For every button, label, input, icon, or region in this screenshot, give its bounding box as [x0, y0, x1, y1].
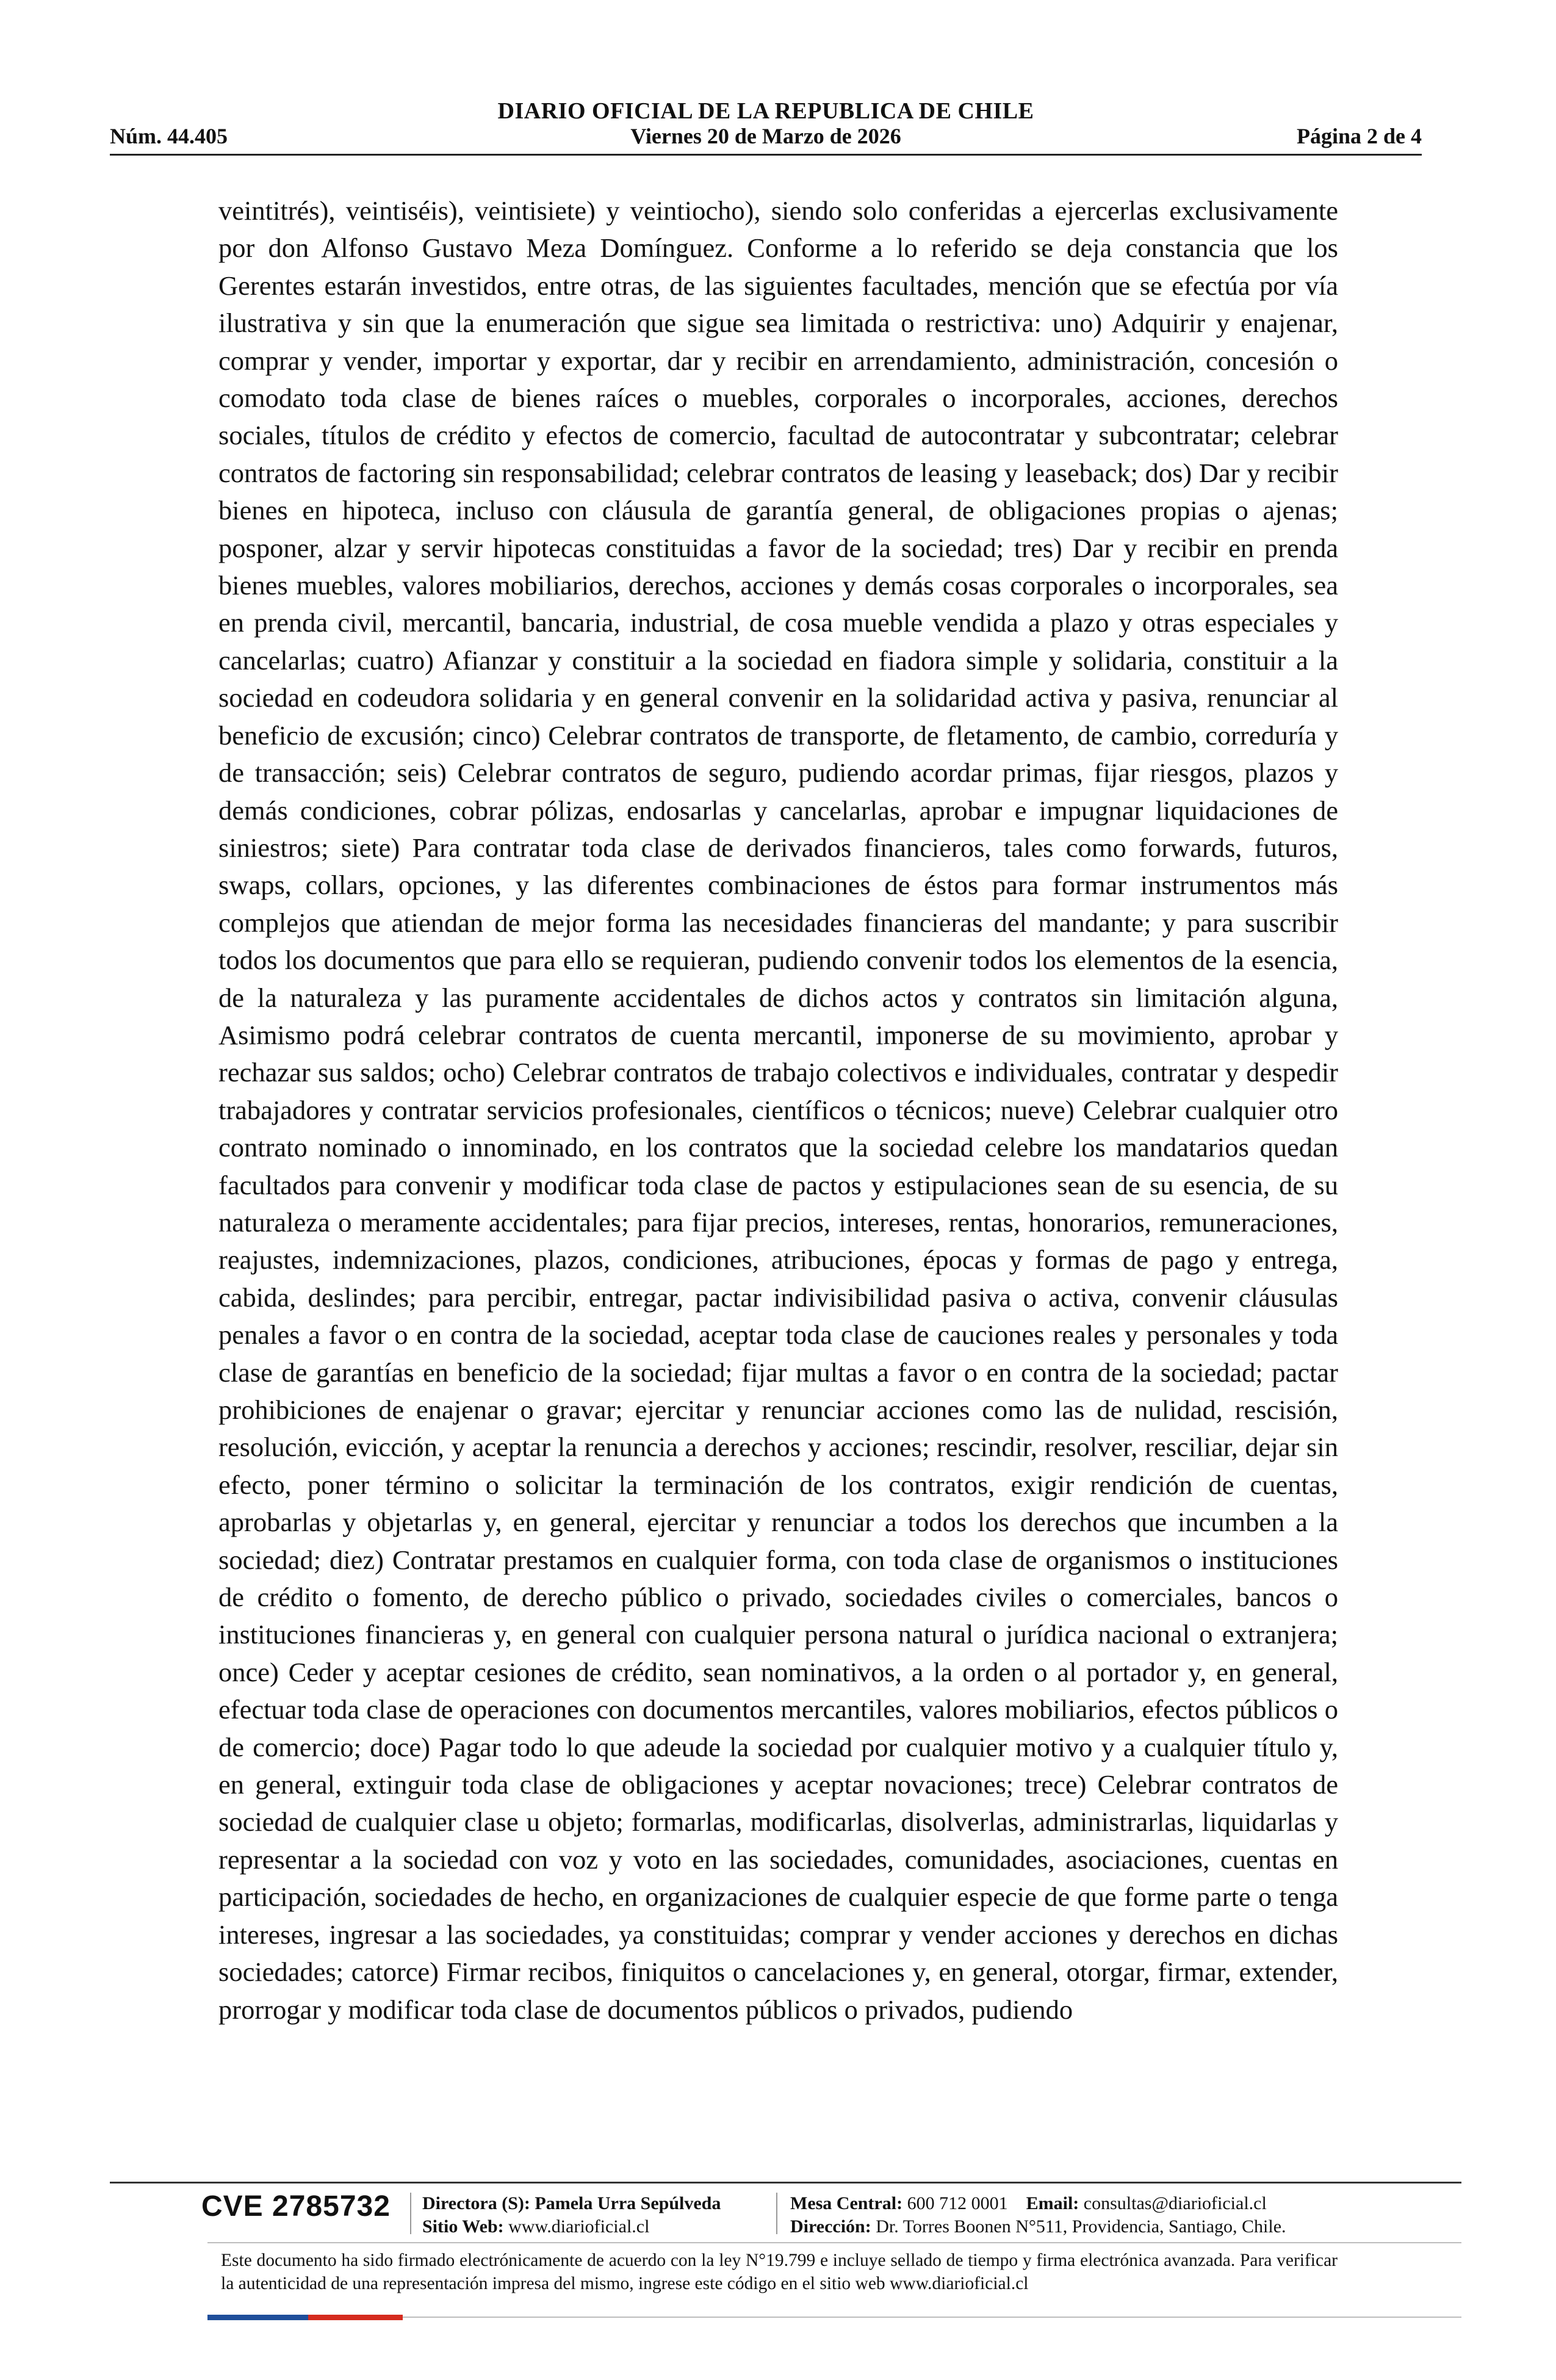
- website-link[interactable]: www.diarioficial.cl: [508, 2216, 650, 2237]
- header-divider: [110, 154, 1422, 156]
- legal-notice: Este documento ha sido firmado electrónicamente de acuerdo con la ley N°19.799 e incluye sellado de tiempo y firma electrónica avanzada. Para verificar la autenticidad de una representación impresa del mismo, ingrese este código en el sitio web www.diarioficial.cl: [221, 2251, 1338, 2293]
- footer-contact-block: [790, 2192, 1286, 2238]
- footer-thin-divider: [207, 2242, 1461, 2243]
- flag-stripe-blue: [207, 2315, 308, 2320]
- email-link[interactable]: consultas@diarioficial.cl: [1083, 2193, 1267, 2213]
- director-name: Pamela Urra Sepúlveda: [535, 2193, 721, 2213]
- flag-stripe-red: [308, 2315, 403, 2320]
- page-header: [110, 92, 1422, 159]
- page-number: Página 2 de 4: [1296, 124, 1422, 148]
- phone-number: 600 712 0001: [907, 2193, 1008, 2213]
- issue-number: Núm. 44.405: [110, 124, 228, 148]
- footer-director-block: [422, 2192, 721, 2238]
- director-label: Directora (S):: [422, 2193, 530, 2213]
- footer-separator: [776, 2193, 777, 2234]
- footer-separator: [410, 2193, 411, 2234]
- cve-code: CVE 2785732: [201, 2190, 391, 2223]
- website-label: Sitio Web:: [422, 2216, 504, 2237]
- email-label: Email:: [1026, 2193, 1079, 2213]
- phone-label: Mesa Central:: [790, 2193, 903, 2213]
- newspaper-title: DIARIO OFICIAL DE LA REPUBLICA DE CHILE: [497, 98, 1034, 124]
- address-label: Dirección:: [790, 2216, 871, 2237]
- issue-date: Viernes 20 de Marzo de 2026: [630, 124, 901, 148]
- address-text: Dr. Torres Boonen N°511, Providencia, Santiago, Chile.: [876, 2216, 1286, 2237]
- document-body: veintitrés), veintiséis), veintisiete) y veintiocho), siendo solo conferidas a ejercerlas exclusivamente por don Alfonso Gustavo Meza Domínguez. Conforme a lo referido se deja constancia que los Gerentes estarán investidos, entre otras, de las siguientes facultades, mención que se efectúa por vía ilustrativa y sin que la enumeración que sigue sea limitada o restrictiva: uno) Adquirir y enajenar, comprar y vender, importar y exportar, dar y recibir en arrendamiento, administración, concesión o comodato toda clase de bienes raíces o muebles, corporales o incorporales, acciones, derechos sociales, títulos de crédito y efectos de comercio, facultad de autocontratar y subcontratar; celebrar contratos de factoring sin responsabilidad; celebrar contratos de leasing y leaseback; dos) Dar y recibir bienes en hipoteca, incluso con cláusula de garantía general, de obligaciones propias o ajenas; posponer, alzar y servir hipotecas constituidas a favor de la sociedad; tres) Dar y recibir en prenda bienes muebles, valores mobiliarios, derechos, acciones y demás cosas corporales o incorporales, sea en prenda civil, mercantil, bancaria, industrial, de cosa mueble vendida a plazo y otras especiales y cancelarlas; cuatro) Afianzar y constituir a la sociedad en fiadora simple y solidaria, constituir a la sociedad en codeudora solidaria y en general convenir en la solidaridad activa y pasiva, renunciar al beneficio de excusión; cinco) Celebrar contratos de transporte, de fletamento, de cambio, correduría y de transacción; seis) Celebrar contratos de seguro, pudiendo acordar primas, fijar riesgos, plazos y demás condiciones, cobrar pólizas, endosarlas y cancelarlas, aprobar e impugnar liquidaciones de siniestros; siete) Para contratar toda clase de derivados financieros, tales como forwards, futuros, swaps, collars, opciones, y las diferentes combinaciones de éstos para formar instrumentos más complejos que atiendan de mejor forma las necesidades financieras del mandante; y para suscribir todos los documentos que para ello se requieran, pudiendo convenir todos los elementos de la esencia, de la naturaleza y las puramente accidentales de dichos actos y contratos sin limitación alguna, Asimismo podrá celebrar contratos de cuenta mercantil, imponerse de su movimiento, aprobar y rechazar sus saldos; ocho) Celebrar contratos de trabajo colectivos e individuales, contratar y despedir trabajadores y contratar servicios profesionales, científicos o técnicos; nueve) Celebrar cualquier otro contrato nominado o innominado, en los contratos que la sociedad celebre los mandatarios quedan facultados para convenir y modificar toda clase de pactos y estipulaciones sean de su esencia, de su naturaleza o meramente accidentales; para fijar precios, intereses, rentas, honorarios, remuneraciones, reajustes, indemnizaciones, plazos, condiciones, atribuciones, épocas y formas de pago y entrega, cabida, deslindes; para percibir, entregar, pactar indivisibilidad pasiva o activa, convenir cláusulas penales a favor o en contra de la sociedad, aceptar toda clase de cauciones reales y personales y toda clase de garantías en beneficio de la sociedad; fijar multas a favor o en contra de la sociedad; pactar prohibiciones de enajenar o gravar; ejercitar y renunciar acciones como las de nulidad, rescisión, resolución, evicción, y aceptar la renuncia a derechos y acciones; rescindir, resolver, resciliar, dejar sin efecto, poner término o solicitar la terminación de los contratos, exigir rendición de cuentas, aprobarlas y objetarlas y, en general, ejercitar y renunciar a todos los derechos que incumben a la sociedad; diez) Contratar prestamos en cualquier forma, con toda clase de organismos o instituciones de crédito o fomento, de derecho público o privado, sociedades civiles o comerciales, bancos o instituciones financieras y, en general con cualquier persona natural o jurídica nacional o extranjera; once) Ceder y aceptar cesiones de crédito, sean nominativos, a la orden o al portador y, en general, efectuar toda clase de operaciones con documentos mercantiles, valores mobiliarios, efectos públicos o de comercio; doce) Pagar todo lo que adeude la sociedad por cualquier motivo y a cualquier título y, en general, extinguir toda clase de obligaciones y aceptar novaciones; trece) Celebrar contratos de sociedad de cualquier clase u objeto; formarlas, modificarlas, disolverlas, administrarlas, liquidarlas y representar a la sociedad con voz y voto en las sociedades, comunidades, asociaciones, cuentas en participación, sociedades de hecho, en organizaciones de cualquier especie de que forme parte o tenga intereses, ingresar a las sociedades, ya constituidas; comprar y vender acciones y derechos en dichas sociedades; catorce) Firmar recibos, finiquitos o cancelaciones y, en general, otorgar, firmar, extender, prorrogar y modificar toda clase de documentos públicos o privados, pudiendo: [218, 195, 1338, 2025]
- footer-divider: [110, 2182, 1461, 2183]
